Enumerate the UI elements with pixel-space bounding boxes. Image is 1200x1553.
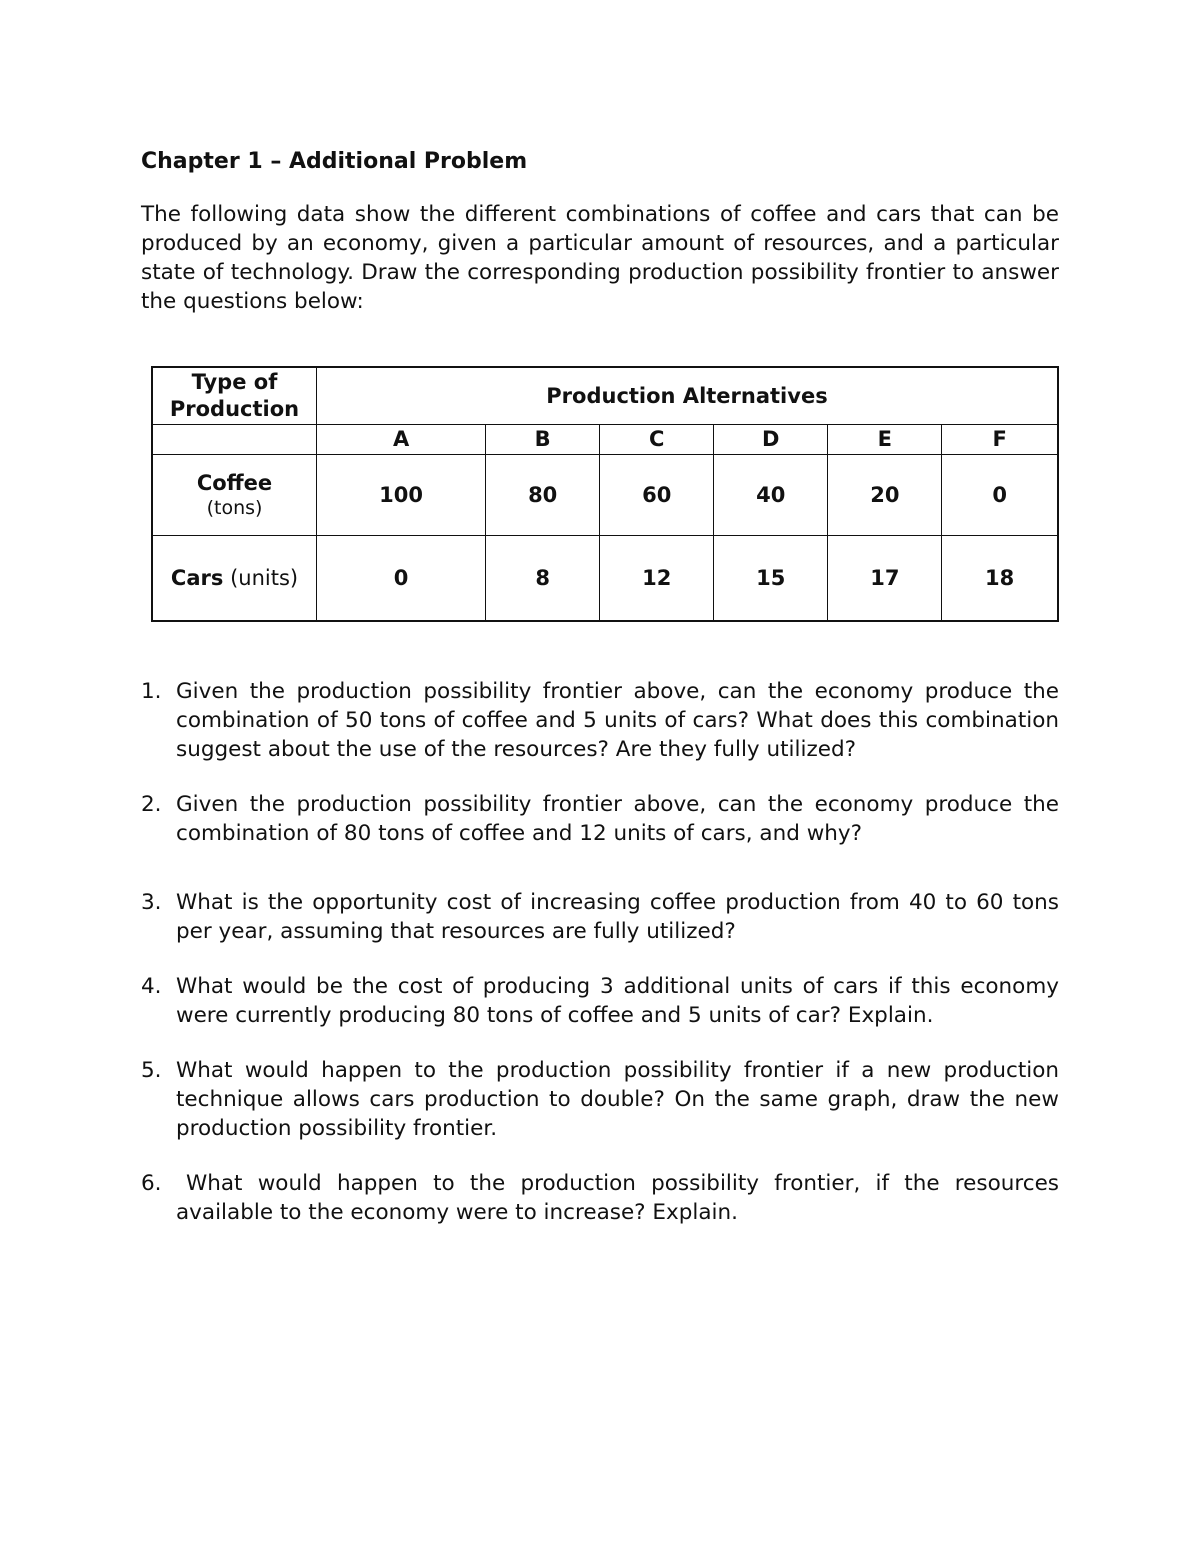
question-text: What would happen to the production possibility frontier if a new production technique allows cars production to double? On the same graph, draw the new production possibility frontier. [176,1058,1059,1141]
question-item [141,1056,1059,1143]
question-text: What would happen to the production possibility frontier, if the resources available to the economy were to increase? Explain. [176,1171,1059,1225]
question-number: 6. [141,1171,162,1196]
question-text: What would be the cost of producing 3 additional units of cars if this economy were currently producing 80 tons of coffee and 5 units of car? Explain. [176,974,1059,1028]
cars-value: 17 [828,535,942,621]
coffee-value: 40 [714,454,828,535]
question-number: 2. [141,792,162,817]
question-list [141,677,1059,1227]
question-item [141,790,1059,848]
cars-row-label [152,535,317,621]
production-table [151,366,1059,622]
question-item [141,1169,1059,1227]
question-item [141,888,1059,946]
document-page [141,146,1059,1227]
question-number: 3. [141,890,162,915]
cars-value: 18 [942,535,1058,621]
cars-value: 15 [714,535,828,621]
question-text: What is the opportunity cost of increasing coffee production from 40 to 60 tons per year, assuming that resources are fully utilized? [176,890,1059,944]
question-number: 4. [141,974,162,999]
alt-letter: B [486,424,600,454]
cars-label: Cars [170,565,224,590]
type-header-line1: Type of [191,369,278,394]
question-number: 5. [141,1058,162,1083]
question-text: Given the production possibility frontier above, can the economy produce the combination of 80 tons of coffee and 12 units of cars, and why? [176,792,1059,846]
alt-letter: F [942,424,1058,454]
coffee-value: 100 [317,454,486,535]
intro-paragraph: The following data show the different combinations of coffee and cars that can be produced by an economy, given a particular amount of resources, and a particular state of technology. Draw the corresponding production possibility frontier to answer the questions below: [141,202,1059,314]
cars-value: 12 [600,535,714,621]
type-of-production-header [152,367,317,424]
question-item [141,972,1059,1030]
cars-unit: (units) [230,565,299,590]
blank-cell [152,424,317,454]
coffee-value: 60 [600,454,714,535]
alt-letter: A [317,424,486,454]
production-alternatives-header: Production Alternatives [317,367,1059,424]
coffee-value: 80 [486,454,600,535]
coffee-label: Coffee [196,470,273,495]
alt-letter: C [600,424,714,454]
question-text: Given the production possibility frontier above, can the economy produce the combination of 50 tons of coffee and 5 units of cars? What does this combination suggest about the use of the resources? Are they fully utilized? [176,679,1059,762]
question-item [141,677,1059,764]
cars-value: 8 [486,535,600,621]
page-title: Chapter 1 – Additional Problem [141,149,528,174]
type-header-line2: Production [169,396,300,421]
question-number: 1. [141,679,162,704]
cars-value: 0 [317,535,486,621]
coffee-value: 20 [828,454,942,535]
alt-letter: D [714,424,828,454]
coffee-unit: (tons) [206,496,263,519]
alt-letter: E [828,424,942,454]
coffee-value: 0 [942,454,1058,535]
coffee-row-label [152,454,317,535]
